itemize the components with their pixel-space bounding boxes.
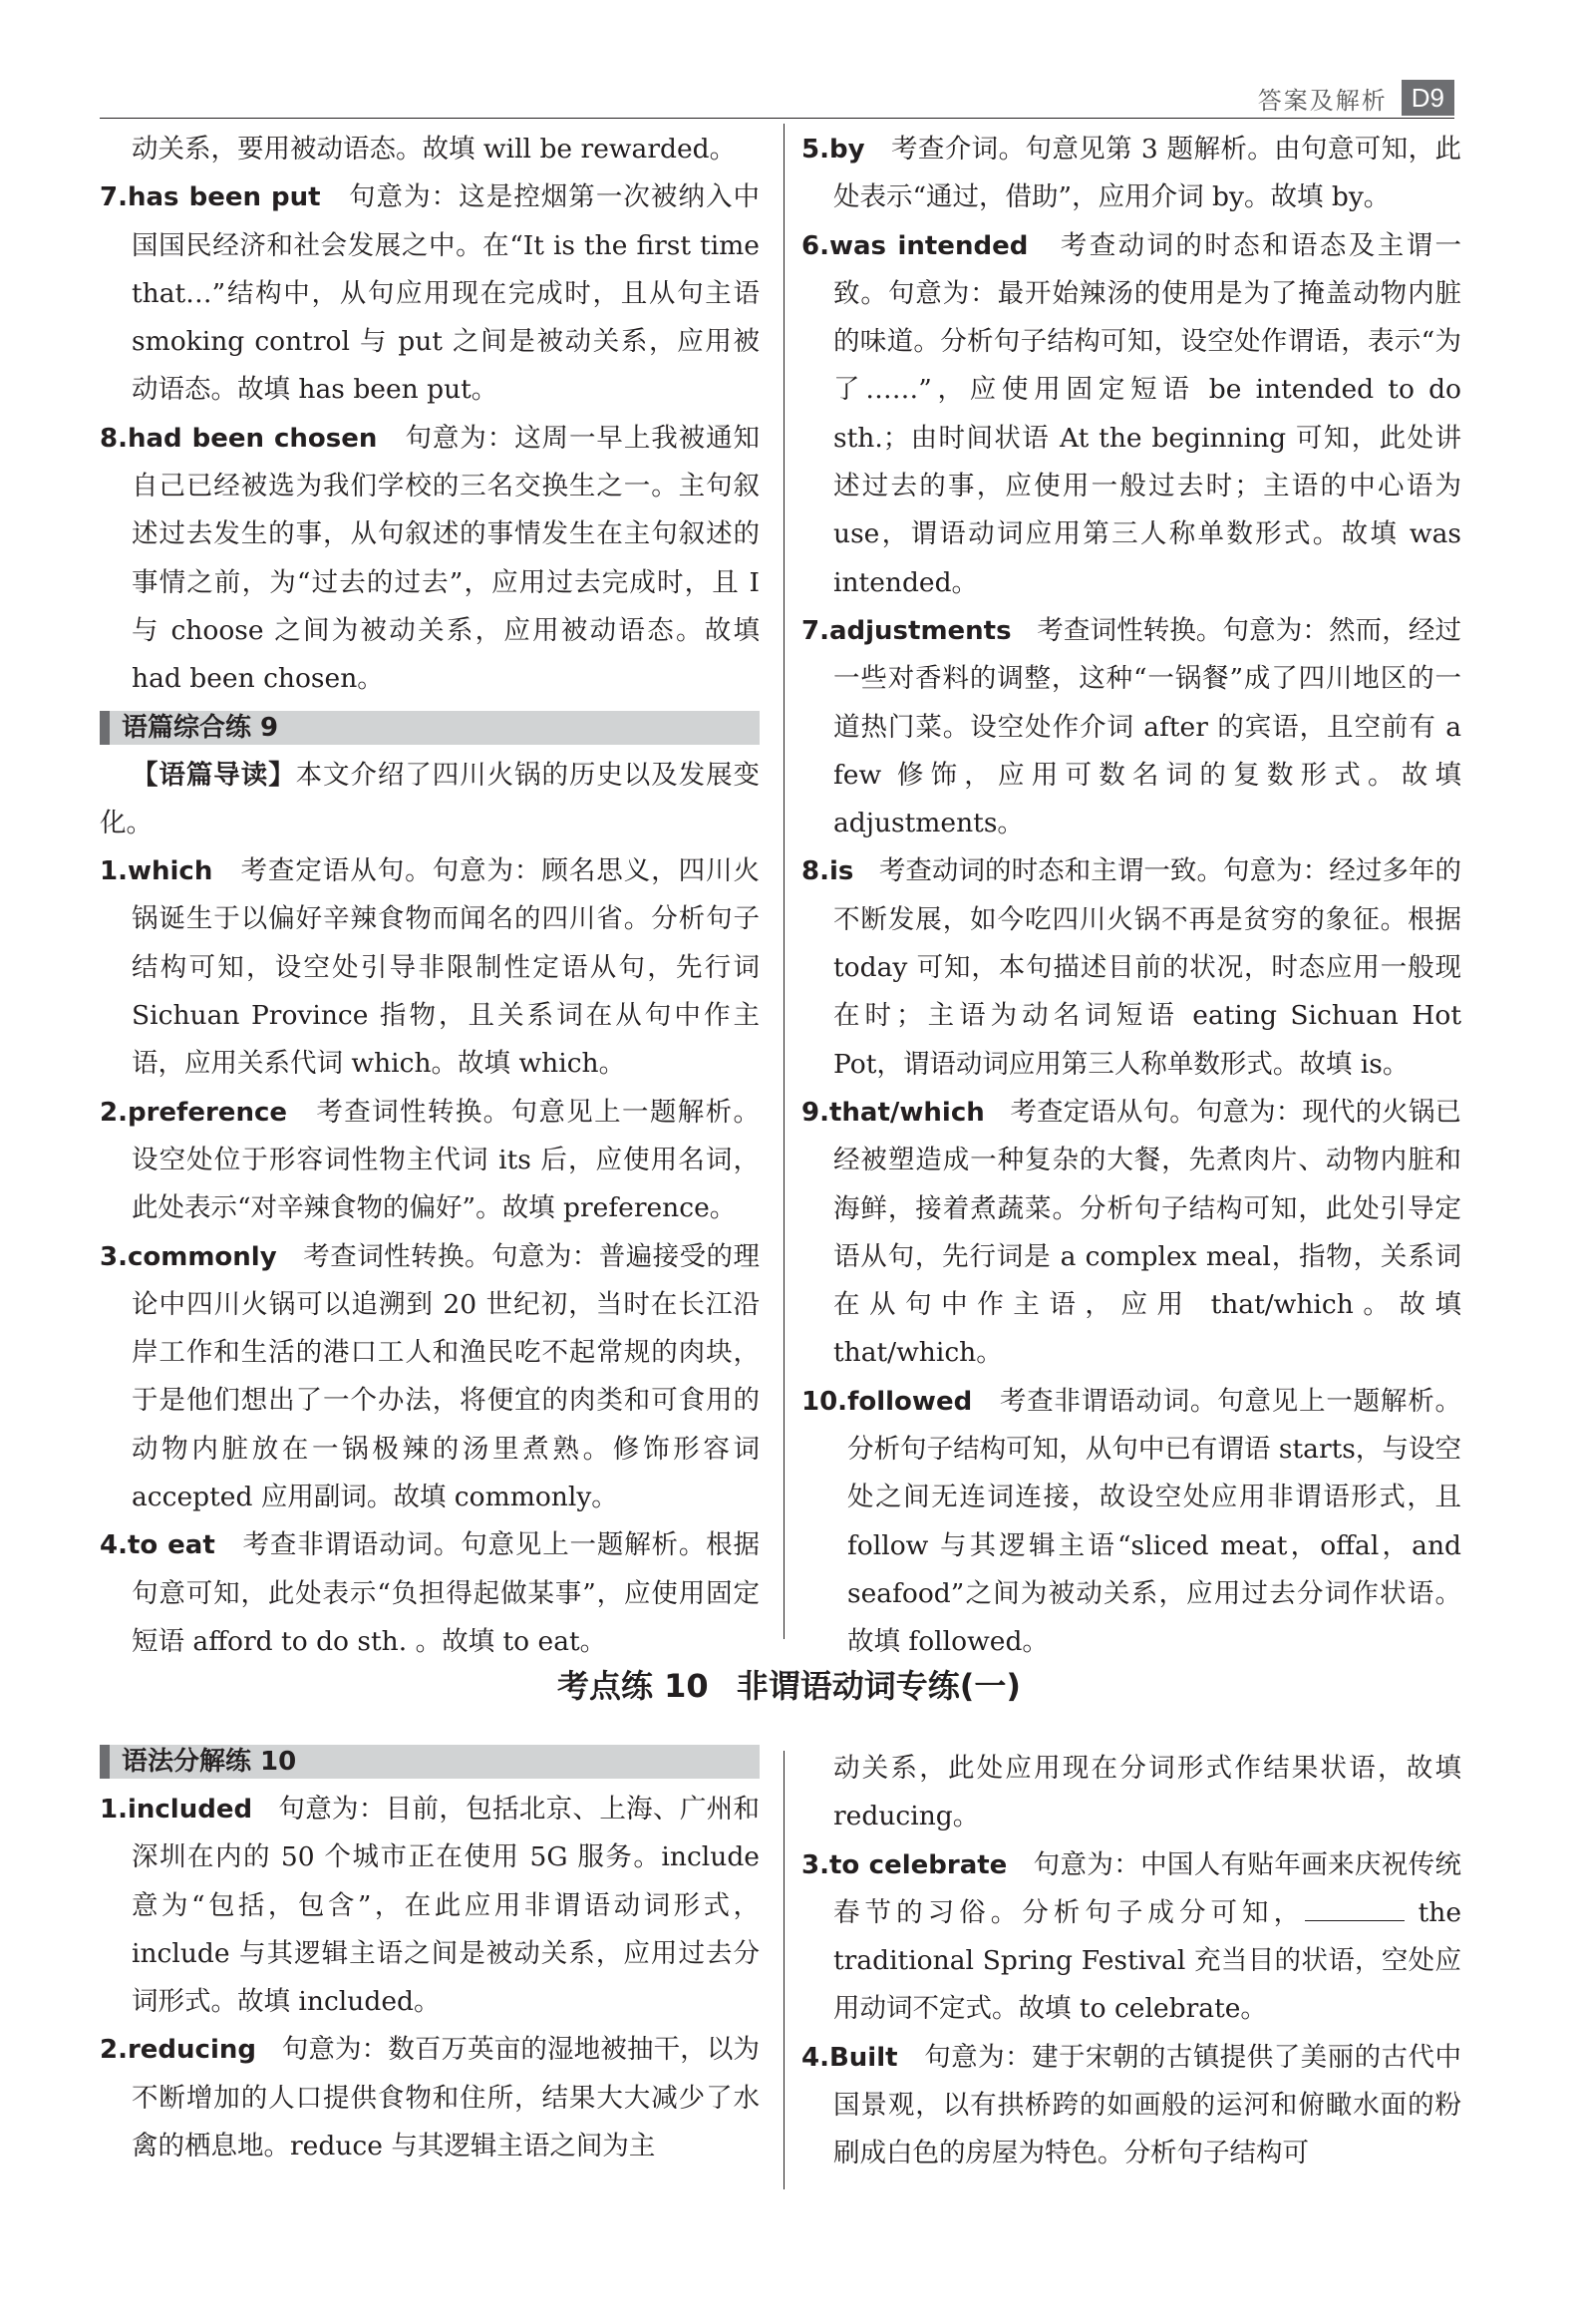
item-explanation: 考查非谓语动词。句意见上一题解析。根据句意可知，此处表示“负担得起做某事”，应使用固定短语 afford to do sth. 。故填 to eat。 [132,1529,761,1657]
answer-item-1-b [100,1786,760,2026]
item-explanation: 句意为：中国人有贴年画来庆祝传统春节的习俗。分析句子成分可知， [833,1848,1461,1928]
item-answer: reducing [127,2035,256,2066]
answer-item-1 [100,847,760,1088]
item-number: 8. [100,423,128,454]
section-title-prefix: 考点练 10 [557,1667,709,1705]
page-number-badge: D9 [1402,80,1454,116]
item-explanation: 句意为：目前，包括北京、上海、广州和深圳在内的 50 个城市正在使用 5G 服务。include 意为“包括，包含”，在此应用非谓语动词形式，include 与其逻辑主语之间是被动关系，应用过去分词形式。故填 included。 [132,1794,760,2018]
item-answer: included [127,1795,253,1825]
continued-text: 动关系，要用被动语态。故填 will be rewarded。 [132,134,737,165]
answer-item-6 [801,222,1461,607]
item-answer: that/which [828,1097,985,1128]
item-explanation: 句意为：数百万英亩的湿地被抽干，以为不断增加的人口提供食物和住所，结果大大减少了水禽的栖息地。reduce 与其逻辑主语之间为主 [132,2034,760,2162]
item-explanation: 考查动词的时态和主谓一致。句意为：经过多年的不断发展，如今吃四川火锅不再是贫穷的象征。根据 today 可知，本句描述目前的状况，时态应用一般现在时；主语为动名词短语 eating Sichuan Hot Pot，谓语动词应用第三人称单数形式。故填 is。 [833,855,1462,1080]
item-answer: has been put [127,182,321,213]
item-explanation: 考查词性转换。句意为：然而，经过一些对香料的调整，这种“一锅餐”成了四川地区的一道热门菜。设空处作介词 after 的宾语，且空前有 a few 修饰，应用可数名词的复数形式。故填 adjustments。 [833,614,1461,839]
answer-item-7-right [801,607,1461,847]
item-answer: by [828,135,865,165]
passage-guide [100,752,760,848]
item-answer: is [828,856,854,887]
item-explanation: 考查介词。句意见第 3 题解析。由句意可知，此处表示“通过，借助”，应用介词 by。故填 by。 [833,134,1461,213]
answer-item-3 [100,1233,760,1522]
item-number: 9. [801,1097,829,1128]
answer-item-8-right [801,847,1461,1088]
item-explanation: 句意为：这是控烟第一次被纳入中国国民经济和社会发展之中。在“It is the first time that…”结构中，从句应用现在完成时，且从句主语 smoking control 与 put 之间是被动关系，应用被动语态。故填 has been put。 [132,181,761,406]
section-title [0,1661,1578,1707]
item-answer: which [127,856,213,887]
continued-text: 动关系，此处应用现在分词形式作结果状语，故填 reducing。 [833,1753,1461,1832]
item-number: 6. [801,230,829,261]
item-number: 4. [801,2042,829,2073]
answer-item-2 [100,1089,760,1233]
item-answer: had been chosen [127,423,378,454]
top-left-column [100,126,760,1666]
item-number: 3. [100,1241,128,1272]
section-heading-9: 语篇综合练 9 [100,711,760,745]
guide-text: 本文介绍了四川火锅的历史以及发展变化。 [100,759,761,838]
answer-item-5 [801,126,1461,222]
item-number: 1. [100,1795,128,1825]
answer-item-7 [100,173,760,414]
item-number: 5. [801,135,829,165]
item-answer: to celebrate [828,1849,1008,1880]
header-rule [100,118,1454,119]
item-number: 2. [100,1097,128,1128]
item-number: 1. [100,856,128,887]
answer-item-2-b [100,2026,760,2170]
item-answer: Built [828,2042,898,2073]
item-explanation-cont: the traditional Spring Festival 充当目的状语，空处应用动词不定式。故填 to celebrate。 [833,1896,1462,2025]
bottom-right-column [801,1745,1461,2178]
item-answer: preference [127,1097,287,1128]
top-right-column [801,126,1461,1667]
item-number: 8. [801,856,829,887]
answer-blank [1305,1897,1405,1921]
item-explanation: 考查词性转换。句意见上一题解析。设空处位于形容词性物主代词 its 后，应使用名词，此处表示“对辛辣食物的偏好”。故填 preference。 [132,1096,760,1224]
section-heading-10: 语法分解练 10 [100,1745,760,1779]
item-answer: followed [847,1386,973,1417]
item-number: 7. [801,615,829,646]
answer-item-9 [801,1089,1461,1378]
item-explanation: 句意为：这周一早上我被通知自己已经被选为我们学校的三名交换生之一。主句叙述过去发生的事，从句叙述的事情发生在主句叙述的事情之前，为“过去的过去”，应用过去完成时，且 I 与 choose 之间为被动关系，应用被动语态。故填 had been chosen。 [132,422,761,695]
column-divider-top [784,124,785,1639]
answer-item-10 [801,1378,1461,1667]
item-answer: was intended [828,230,1029,261]
item-answer: to eat [127,1530,215,1561]
section-title-main: 非谓语动词专练(一) [736,1667,1021,1705]
item-explanation: 考查定语从句。句意为：现代的火锅已经被塑造成一种复杂的大餐，先煮肉片、动物内脏和海鲜，接着煮蔬菜。分析句子结构可知，此处引导定语从句，先行词是 a complex meal，指物，关系词在从句中作主语，应用 that/which。故填 that/which。 [833,1096,1462,1369]
item-answer: adjustments [828,615,1012,646]
answer-item-4 [100,1521,760,1666]
item-explanation: 考查词性转换。句意为：普遍接受的理论中四川火锅可以追溯到 20 世纪初，当时在长江沿岸工作和生活的港口工人和渔民吃不起常规的肉块，于是他们想出了一个办法，将便宜的肉类和可食用的动物内脏放在一锅极辣的汤里煮熟。修饰形容词 accepted 应用副词。故填 commonly。 [132,1240,760,1513]
item-explanation: 考查非谓语动词。句意见上一题解析。分析句子结构可知，从句中已有谓语 starts，与设空处之间无连词连接，故设空处应用非谓语形式，且 follow 与其逻辑主语“sliced meat，offal，and seafood”之间为被动关系，应用过去分词作状语。故填 followed。 [847,1385,1462,1658]
answer-item-4-b [801,2034,1461,2178]
item-number: 10. [801,1386,848,1417]
item-explanation: 考查定语从句。句意为：顾名思义，四川火锅诞生于以偏好辛辣食物而闻名的四川省。分析句子结构可知，设空处引导非限制性定语从句，先行词 Sichuan Province 指物，且关系词在从句中作主语，应用关系代词 which。故填 which。 [132,855,761,1080]
item-explanation: 句意为：建于宋朝的古镇提供了美丽的古代中国景观，以有拱桥跨的如画般的运河和俯瞰水面的粉刷成白色的房屋为特色。分析句子结构可 [833,2041,1461,2169]
bottom-left-column [100,1745,760,2170]
item-number: 2. [100,2035,128,2066]
guide-label: 【语篇导读】 [132,759,296,791]
item-number: 3. [801,1849,829,1880]
item-number: 7. [100,182,128,213]
page-header [1258,80,1454,116]
answer-item-3-b [801,1841,1461,2034]
item-answer: commonly [127,1241,277,1272]
header-title: 答案及解析 [1257,86,1388,115]
answer-item-8 [100,415,760,704]
item-explanation: 考查动词的时态和语态及主谓一致。句意为：最开始辣汤的使用是为了掩盖动物内脏的味道。分析句子结构可知，设空处作谓语，表示“为了……”，应使用固定短语 be intended to do sth.；由时间状语 At the beginning 可知，此处讲述过去的事，应使用一般过去时；主语的中心语为 use，谓语动词应用第三人称单数形式。故填 was intended。 [833,229,1461,598]
item-number: 4. [100,1530,128,1561]
column-divider-bottom [784,1751,785,2189]
